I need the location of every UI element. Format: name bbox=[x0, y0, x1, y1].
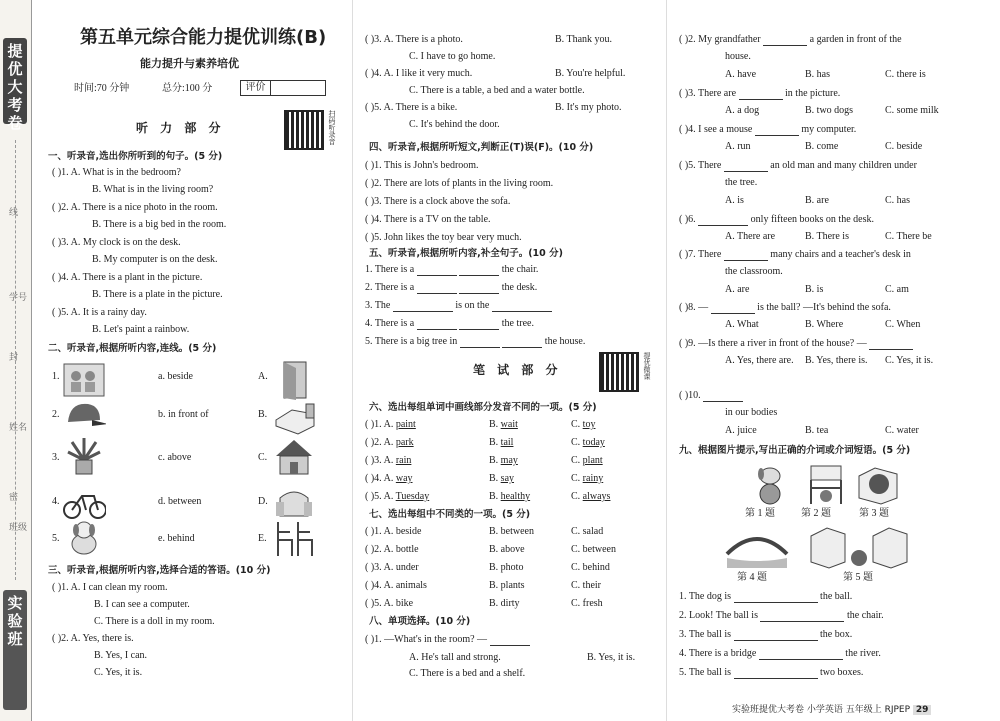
match-word: d. between bbox=[158, 496, 202, 507]
answer-blank[interactable] bbox=[417, 275, 457, 276]
s8-option-c: C. there is bbox=[885, 69, 926, 80]
s7-option-a: ( )5. A. bike bbox=[365, 598, 414, 609]
ball-under-chair-icon bbox=[801, 462, 851, 506]
s8-option-a: A. a dog bbox=[725, 105, 760, 116]
s6-option-a: ( )3. A. rain bbox=[365, 455, 412, 466]
s9-item: 1. The dog is the ball. bbox=[679, 591, 853, 602]
page-subtitle: 能力提升与素养培优 bbox=[140, 57, 239, 70]
s9-item: 4. There is a bridge the river. bbox=[679, 648, 881, 659]
footer: 实验班提优大考卷 小学英语 五年级上 RJPEP 29 bbox=[732, 702, 931, 715]
match-number: 1. bbox=[52, 371, 60, 382]
s8-option-b: B. tea bbox=[805, 425, 829, 436]
s9-item: 5. The ball is two boxes. bbox=[679, 667, 864, 678]
answer-blank[interactable] bbox=[703, 401, 743, 402]
match-number: 5. bbox=[52, 533, 60, 544]
s3-option-a: ( )3. A. There is a photo. bbox=[365, 34, 463, 45]
answer-blank[interactable] bbox=[755, 135, 799, 136]
s8-question: ( )8. — is the ball? —It's behind the sofa. bbox=[679, 302, 891, 313]
binding-strip bbox=[0, 0, 32, 721]
s8-question-cont: the tree. bbox=[725, 177, 758, 188]
answer-blank[interactable] bbox=[734, 640, 818, 641]
s6-option-c: C. today bbox=[571, 437, 605, 448]
label-id: 学号 bbox=[9, 293, 28, 303]
s7-title: 七、选出每组中不同类的一项。(5 分) bbox=[369, 509, 531, 520]
answer-blank[interactable] bbox=[460, 347, 500, 348]
s8-option-a: A. Yes, there are. bbox=[725, 355, 794, 366]
dog-icon bbox=[62, 518, 106, 558]
answer-blank[interactable] bbox=[760, 621, 844, 622]
s8-option-b: B. two dogs bbox=[805, 105, 854, 116]
cut-label: 线 bbox=[9, 208, 19, 218]
answer-blank[interactable] bbox=[393, 311, 453, 312]
s5-title: 五、听录音,根据所听内容,补全句子。(10 分) bbox=[369, 248, 563, 259]
s8-option-a: A. run bbox=[725, 141, 751, 152]
s8-option-c: C. There be bbox=[885, 231, 932, 242]
s8-question-cont: house. bbox=[725, 51, 751, 62]
s6-option-b: B. may bbox=[489, 455, 518, 466]
s8-option-a: A. What bbox=[725, 319, 759, 330]
s7-option-b: B. dirty bbox=[489, 598, 520, 609]
s1-option-a: ( )4. A. There is a plant in the picture. bbox=[52, 272, 203, 283]
s8-option-c: C. When bbox=[885, 319, 921, 330]
bed-icon bbox=[272, 396, 316, 436]
s3-option-b: B. Yes, I can. bbox=[94, 650, 148, 661]
s8-option-b: B. There is bbox=[805, 231, 849, 242]
answer-blank[interactable] bbox=[724, 260, 768, 261]
s8-option-c: C. water bbox=[885, 425, 919, 436]
s4-item: ( )3. There is a clock above the sofa. bbox=[365, 196, 511, 207]
s8-option-b: B. are bbox=[805, 195, 829, 206]
match-number: 2. bbox=[52, 409, 60, 420]
s8-question: ( )6. only fifteen books on the desk. bbox=[679, 214, 874, 225]
s7-option-a: ( )3. A. under bbox=[365, 562, 419, 573]
s6-option-a: ( )1. A. paint bbox=[365, 419, 416, 430]
s8-option-b: B. has bbox=[805, 69, 830, 80]
write-title: 笔 试 部 分 bbox=[473, 363, 562, 377]
s8-q1-a: A. He's tall and strong. bbox=[409, 652, 501, 663]
match-word: c. above bbox=[158, 452, 192, 463]
column-3 bbox=[666, 0, 996, 721]
s7-option-a: ( )2. A. bottle bbox=[365, 544, 419, 555]
match-letter: E. bbox=[258, 533, 267, 544]
s6-option-c: C. rainy bbox=[571, 473, 604, 484]
family-photo-icon bbox=[62, 360, 106, 400]
time-label: 时间:70 分钟 bbox=[74, 83, 130, 94]
answer-blank[interactable] bbox=[492, 311, 552, 312]
s8-option-c: C. beside bbox=[885, 141, 923, 152]
page-title: 第五单元综合能力提优训练(B) bbox=[80, 27, 327, 48]
s7-option-c: C. behind bbox=[571, 562, 610, 573]
s6-option-b: B. wait bbox=[489, 419, 518, 430]
page-number: 29 bbox=[913, 705, 932, 715]
match-letter: D. bbox=[258, 496, 268, 507]
s8-question: ( )2. My grandfather a garden in front of the bbox=[679, 34, 902, 45]
s6-option-b: B. healthy bbox=[489, 491, 531, 502]
s9-caption: 第 2 题 bbox=[801, 508, 831, 519]
answer-blank[interactable] bbox=[711, 313, 755, 314]
s1-option-b: B. Let's paint a rainbow. bbox=[92, 324, 190, 335]
cut-label: 密 bbox=[9, 493, 19, 503]
s1-option-a: ( )3. A. My clock is on the desk. bbox=[52, 237, 181, 248]
answer-blank[interactable] bbox=[417, 329, 457, 330]
s3-option-b: B. You're helpful. bbox=[555, 68, 626, 79]
total-label: 总分:100 分 bbox=[162, 83, 213, 94]
ball-in-box-icon bbox=[853, 462, 903, 506]
s8-option-a: A. juice bbox=[725, 425, 757, 436]
s4-item: ( )1. This is John's bedroom. bbox=[365, 160, 479, 171]
answer-blank[interactable] bbox=[759, 659, 843, 660]
s6-title: 六、选出每组单词中画线部分发音不同的一项。(5 分) bbox=[369, 402, 597, 413]
s1-option-b: B. What is in the living room? bbox=[92, 184, 214, 195]
cap-icon bbox=[62, 396, 106, 436]
listen-title: 听 力 部 分 bbox=[136, 121, 225, 135]
s9-item: 3. The ball is the box. bbox=[679, 629, 853, 640]
qr-label: 提优微课 bbox=[643, 352, 651, 380]
s3-option-a: ( )5. A. There is a bike. bbox=[365, 102, 458, 113]
s4-item: ( )4. There is a TV on the table. bbox=[365, 214, 491, 225]
column-1 bbox=[44, 0, 340, 721]
s7-option-b: B. photo bbox=[489, 562, 524, 573]
label-name: 姓名 bbox=[9, 423, 28, 433]
s3-option-a: ( )4. A. I like it very much. bbox=[365, 68, 473, 79]
s1-option-a: ( )2. A. There is a nice photo in the room. bbox=[52, 202, 218, 213]
s6-option-a: ( )5. A. Tuesday bbox=[365, 491, 430, 502]
bike-icon bbox=[62, 482, 106, 522]
s9-caption: 第 5 题 bbox=[843, 572, 873, 583]
s2-title: 二、听录音,根据所听内容,连线。(5 分) bbox=[48, 343, 217, 354]
s5-item: 4. There is a the tree. bbox=[365, 318, 534, 329]
s9-caption: 第 1 题 bbox=[745, 508, 775, 519]
s8-question: ( )9. —Is there a river in front of the house? — bbox=[679, 338, 913, 350]
s8-option-a: A. is bbox=[725, 195, 744, 206]
s4-title: 四、听录音,根据所听短文,判断正(T)误(F)。(10 分) bbox=[369, 142, 594, 153]
s3-option-c: C. I have to go home. bbox=[409, 51, 496, 62]
qr-label: 扫码听录音 bbox=[328, 110, 336, 145]
s6-option-b: B. tail bbox=[489, 437, 514, 448]
s8-option-b: B. Yes, there is. bbox=[805, 355, 868, 366]
s9-title: 九、根据图片提示,写出正确的介词或介词短语。(5 分) bbox=[679, 445, 911, 456]
answer-blank[interactable] bbox=[698, 225, 748, 226]
s8-title: 八、单项选择。(10 分) bbox=[369, 616, 471, 627]
brand-top: 提优大考卷 bbox=[3, 38, 27, 124]
s7-option-b: B. above bbox=[489, 544, 525, 555]
chairs-icon bbox=[272, 518, 316, 558]
s1-option-b: B. There is a big bed in the room. bbox=[92, 219, 227, 230]
qr-code bbox=[599, 352, 639, 392]
s8-option-b: B. Where bbox=[805, 319, 844, 330]
armchair-icon bbox=[272, 482, 316, 522]
s5-item: 1. There is a the chair. bbox=[365, 264, 539, 275]
answer-blank[interactable] bbox=[502, 347, 542, 348]
s4-item: ( )5. John likes the toy bear very much. bbox=[365, 232, 522, 243]
s3-option-c: C. Yes, it is. bbox=[94, 667, 143, 678]
match-letter: A. bbox=[258, 371, 268, 382]
answer-blank[interactable] bbox=[459, 293, 499, 294]
s8-option-a: A. are bbox=[725, 284, 750, 295]
answer-blank[interactable] bbox=[734, 602, 818, 603]
match-word: a. beside bbox=[158, 371, 193, 382]
s8-question: ( )10. bbox=[679, 390, 743, 402]
s6-option-c: C. plant bbox=[571, 455, 603, 466]
s7-option-b: B. between bbox=[489, 526, 534, 537]
qr-code bbox=[284, 110, 324, 150]
s8-q1-b: B. Yes, it is. bbox=[587, 652, 636, 663]
s4-item: ( )2. There are lots of plants in the living room. bbox=[365, 178, 554, 189]
answer-blank[interactable] bbox=[459, 329, 499, 330]
answer-blank[interactable] bbox=[459, 275, 499, 276]
answer-blank[interactable] bbox=[724, 171, 768, 172]
match-letter: C. bbox=[258, 452, 268, 463]
s3-option-c: C. There is a table, a bed and a water bottle. bbox=[409, 85, 585, 96]
s5-item: 2. There is a the desk. bbox=[365, 282, 538, 293]
match-word: e. behind bbox=[158, 533, 195, 544]
cut-label: 封 bbox=[9, 353, 19, 363]
s8-q1-c: C. There is a bed and a shelf. bbox=[409, 668, 526, 679]
s8-option-c: C. has bbox=[885, 195, 910, 206]
s8-question-cont: in our bodies bbox=[725, 407, 778, 418]
brand-bottom: 实验班 bbox=[3, 590, 27, 710]
ball-between-boxes-icon bbox=[807, 522, 911, 570]
eval-box: 评价 bbox=[240, 80, 326, 96]
s8-question-cont: the classroom. bbox=[725, 266, 783, 277]
s8-question: ( )5. There an old man and many children under bbox=[679, 160, 917, 171]
s7-option-c: C. fresh bbox=[571, 598, 603, 609]
s3-title: 三、听录音,根据所听内容,选择合适的答语。(10 分) bbox=[48, 565, 271, 576]
dog-on-ball-icon bbox=[745, 462, 795, 506]
s9-item: 2. Look! The ball is the chair. bbox=[679, 610, 884, 621]
door-icon bbox=[272, 360, 316, 400]
s1-option-b: B. My computer is on the desk. bbox=[92, 254, 218, 265]
s7-option-a: ( )4. A. animals bbox=[365, 580, 427, 591]
s3-option-b: B. Thank you. bbox=[555, 34, 613, 45]
answer-blank[interactable] bbox=[763, 45, 807, 46]
s7-option-b: B. plants bbox=[489, 580, 525, 591]
match-number: 4. bbox=[52, 496, 60, 507]
s3-option-b: B. It's my photo. bbox=[555, 102, 622, 113]
s1-option-b: B. There is a plate in the picture. bbox=[92, 289, 223, 300]
answer-blank[interactable] bbox=[417, 293, 457, 294]
answer-blank[interactable] bbox=[739, 99, 783, 100]
match-number: 3. bbox=[52, 452, 60, 463]
s8-question: ( )4. I see a mouse my computer. bbox=[679, 124, 857, 135]
bridge-river-icon bbox=[725, 524, 789, 570]
match-letter: B. bbox=[258, 409, 268, 420]
s7-option-a: ( )1. A. beside bbox=[365, 526, 422, 537]
s6-option-c: C. toy bbox=[571, 419, 596, 430]
s1-option-a: ( )1. A. What is in the bedroom? bbox=[52, 167, 181, 178]
answer-blank[interactable] bbox=[869, 349, 913, 350]
s8-option-b: B. is bbox=[805, 284, 824, 295]
s6-option-b: B. say bbox=[489, 473, 515, 484]
s8-question: ( )7. There many chairs and a teacher's desk in bbox=[679, 249, 911, 260]
s8-option-a: A. There are bbox=[725, 231, 776, 242]
s5-item: 3. The is on the bbox=[365, 300, 552, 312]
column-2 bbox=[352, 0, 656, 721]
s3-option-c: C. There is a doll in my room. bbox=[94, 616, 215, 627]
s8-option-c: C. Yes, it is. bbox=[885, 355, 934, 366]
s9-caption: 第 3 题 bbox=[859, 508, 889, 519]
s3-option-a: ( )1. A. I can clean my room. bbox=[52, 582, 168, 593]
s8-q1: ( )1. —What's in the room? — bbox=[365, 634, 530, 646]
match-word: b. in front of bbox=[158, 409, 209, 420]
s6-option-c: C. always bbox=[571, 491, 611, 502]
s1-title: 一、听录音,选出你所听到的句子。(5 分) bbox=[48, 151, 223, 162]
s3-option-b: B. I can see a computer. bbox=[94, 599, 190, 610]
s8-option-a: A. have bbox=[725, 69, 757, 80]
s8-option-c: C. am bbox=[885, 284, 909, 295]
s5-item: 5. There is a big tree in the house. bbox=[365, 336, 586, 347]
plant-icon bbox=[62, 436, 106, 476]
s9-caption: 第 4 题 bbox=[737, 572, 767, 583]
s1-option-a: ( )5. A. It is a rainy day. bbox=[52, 307, 147, 318]
answer-blank[interactable] bbox=[734, 678, 818, 679]
s8-option-c: C. some milk bbox=[885, 105, 939, 116]
s3-option-c: C. It's behind the door. bbox=[409, 119, 500, 130]
s6-option-a: ( )4. A. way bbox=[365, 473, 413, 484]
s8-option-b: B. come bbox=[805, 141, 839, 152]
s3-option-a: ( )2. A. Yes, there is. bbox=[52, 633, 134, 644]
s7-option-c: C. between bbox=[571, 544, 616, 555]
s7-option-c: C. their bbox=[571, 580, 601, 591]
s7-option-c: C. salad bbox=[571, 526, 604, 537]
s8-question: ( )3. There are in the picture. bbox=[679, 88, 841, 99]
house-icon bbox=[272, 436, 316, 476]
s6-option-a: ( )2. A. park bbox=[365, 437, 414, 448]
label-class: 班级 bbox=[9, 523, 28, 533]
